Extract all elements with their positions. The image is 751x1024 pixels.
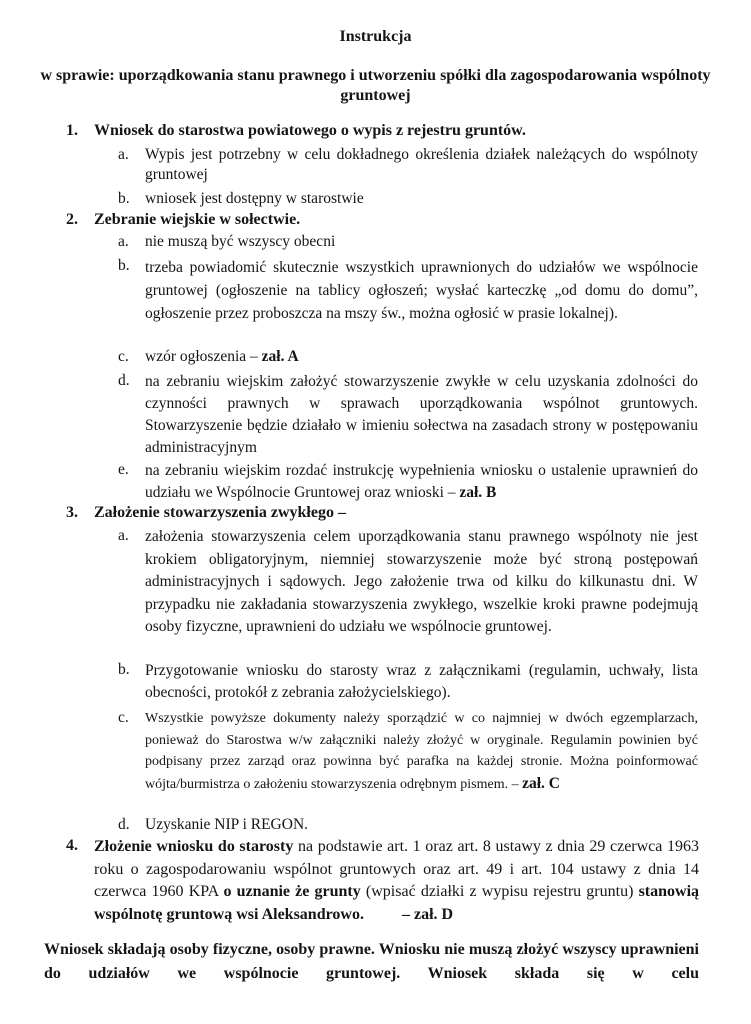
section-heading: Wniosek do starostwa powiatowego o wypis z rejestru gruntów. — [94, 122, 526, 139]
attachment-ref: zał. B — [459, 484, 497, 501]
attachment-ref: – zał. D — [401, 905, 454, 923]
attachment-ref: zał. A — [261, 348, 299, 365]
document-subtitle: w sprawie: uporządkowania stanu prawnego i utworzeniu spółki dla zagospodarowania wspólnoty gruntowej — [40, 67, 711, 104]
section-number: 2. — [66, 211, 78, 228]
section-4-paragraph: Złożenie wniosku do starosty na podstawie art. 1 oraz art. 8 ustawy z dnia 29 czerwca 1963 roku o zagospodarowaniu wspólnot gruntowych oraz art. 49 i art. 104 ustawy z dnia 14 czerwca 1960 KPA o uznanie że grunty (wpisać działki z wypisu rejestru gruntu) stanowią wspólnotę gruntową wsi Aleksandrowo. – zał. D — [94, 838, 700, 923]
section-heading: Zebranie wiejskie w sołectwie. — [94, 211, 301, 228]
section-number: 1. — [66, 122, 78, 139]
section-heading: Założenie stowarzyszenia zwykłego – — [94, 504, 346, 521]
section-number: 4. — [66, 837, 78, 854]
section-number: 3. — [66, 504, 78, 521]
footer-paragraph: Wniosek składają osoby fizyczne, osoby prawne. Wniosku nie muszą złożyć wszyscy uprawnieni do udziałów we wspólnocie gruntowej. Wniosek składa się w celu — [44, 941, 699, 982]
document-page: Instrukcja w sprawie: uporządkowania stanu prawnego i utworzeniu spółki dla zagospodarowania wspólnoty gruntowej 1. Wniosek do starostwa powiatowego o wypis z rejestru gruntów. a. Wypis jest potrzebny w celu dokładnego określenia działek należących do wspólnoty gruntowej b. wniosek jest dostępny w starostwie 2. Zebranie wiejskie w sołectwie. a. nie muszą być wszyscy obecni b. trzeba powiadomić skutecznie wszystkich uprawnionych do udziałów we wspólnocie gruntowej (ogłoszenie na tablicy ogłoszeń; wysłać karteczkę „od domu do domu”, ogłoszenie przez proboszcza na mszy św., można ogłosić w prasie lokalnej). c. wzór ogłoszenia – zał. A d. na zebraniu wiejskim założyć stowarzyszenie zwykłe w celu uzyskania zdolności do czynności prawnych w sprawach uporządkowania wspólnot gruntowych. Stowarzyszenie będzie działało w imieniu sołectwa na zasadach strony w postępowaniu administracyjnym e. na zebraniu wiejskim rozdać instrukcję wypełnienia wniosku o ustalenie uprawnień do udziału we Wspólnocie Gruntowej oraz wnioski – zał. B 3. Założenie stowarzyszenia zwykłego – a. założenia stowarzyszenia celem uporządkowania stanu prawnego wspólnoty nie jest krokiem obligatoryjnym, niemniej stowarzyszenie może być stroną postępowań administracyjnych i sądowych. Jego założenie trwa od kilku do kilkunastu dni. W przypadku nie zakładania stowarzyszenia zwykłego, wszelkie kroki prawne podejmują osoby fizyczne, uprawnieni do udziału we wspólnocie gruntowej. b. Przygotowanie wniosku do starosty wraz z załącznikami (regulamin, uchwały, lista obecności, protokół z zebrania założycielskiego). c. Wszystkie powyższe dokumenty należy sporządzić w co najmniej w dwóch egzemplarzach, ponieważ do Starostwa w/w załączniki należy złożyć w oryginale. Regulamin powinien być podpisany przez zarząd oraz powinna być parafka na każdej stronie. Można poinformować wójta/burmistrza o założeniu stowarzyszenia odrębnym pismem. – zał. C d. Uzyskanie NIP i REGON. 4. Złożenie wniosku do starosty na podstawie art. 1 oraz art. 8 ustawy z dnia 29 czerwca 1963 roku o zagospodarowaniu wspólnot gruntowych oraz art. 49 i art. 104 ustawy z dnia 14 czerwca 1960 KPA o uznanie że grunty (wpisać działki z wypisu rejestru gruntu) stanowią wspólnotę gruntową wsi Aleksandrowo. – zał. D Wniosek składają osoby fizyczne, osoby prawne. Wniosku nie muszą złożyć wszyscy uprawnieni do udziałów we wspólnocie gruntowej. Wniosek składa się w celu — [0, 0, 751, 1024]
attachment-ref: zał. C — [522, 774, 561, 792]
document-title: Instrukcja — [339, 28, 412, 45]
